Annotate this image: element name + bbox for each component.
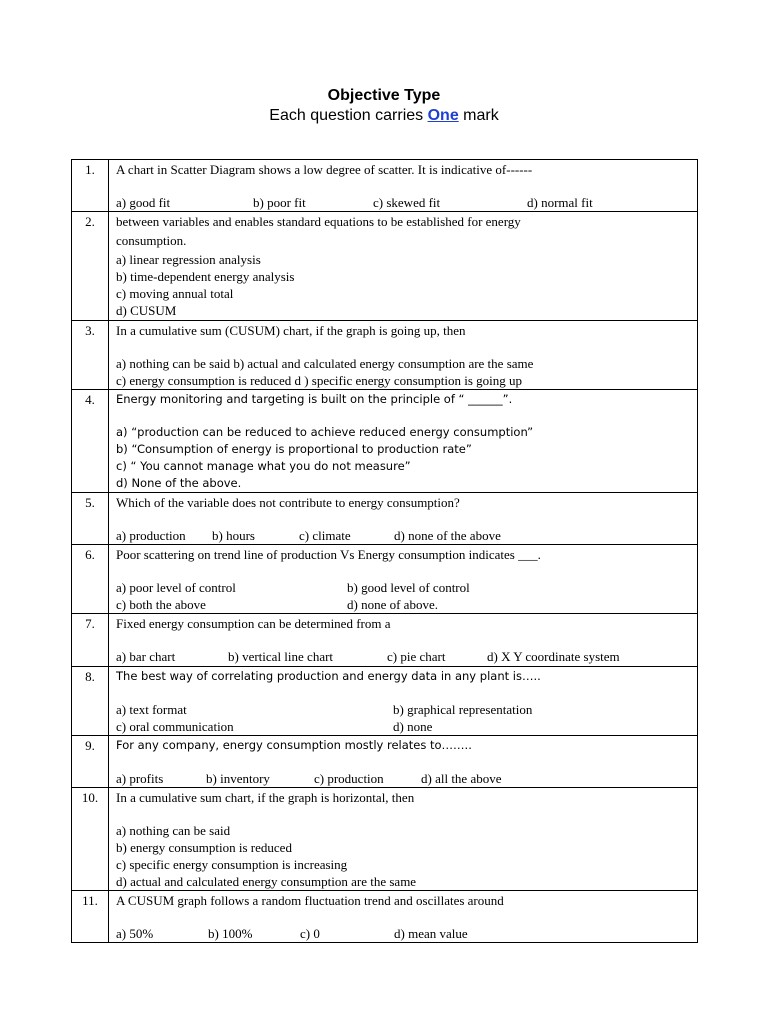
question-body: [109, 212, 698, 321]
question-number: 3.: [72, 321, 109, 390]
subtitle-text-end: mark: [458, 107, 499, 124]
option: a) production: [116, 528, 186, 543]
question-stem: A CUSUM graph follows a random fluctuation trend and oscillates around: [116, 893, 504, 908]
question-stem: A chart in Scatter Diagram shows a low degree of scatter. It is indicative of------: [116, 162, 533, 177]
option: b) 100%: [208, 926, 253, 941]
page-subtitle: [0, 107, 768, 125]
question-number: 1.: [72, 160, 109, 212]
question-stem-line: consumption.: [116, 233, 187, 248]
option: c) skewed fit: [373, 195, 441, 210]
option: b) energy consumption is reduced: [116, 840, 292, 855]
question-stem: For any company, energy consumption mostly relates to……..: [116, 738, 472, 752]
option: c) climate: [299, 528, 351, 543]
question-number: 7.: [72, 614, 109, 667]
option: c) both the above: [116, 597, 206, 612]
question-row: [72, 493, 698, 545]
option-row: [116, 527, 691, 544]
question-stem-line: between variables and enables standard equations to be established for energy: [116, 214, 521, 229]
option: d) mean value: [394, 926, 468, 941]
question-number: 4.: [72, 390, 109, 493]
option: a) “production can be reduced to achieve reduced energy consumption”: [116, 425, 534, 439]
option: d) none: [393, 719, 433, 734]
question-stem: Which of the variable does not contribute to energy consumption?: [116, 495, 460, 510]
question-body: [109, 493, 698, 545]
option: d) actual and calculated energy consumption are the same: [116, 874, 417, 889]
option: b) “Consumption of energy is proportional to production rate”: [116, 442, 472, 456]
question-body: [109, 545, 698, 614]
option-row: [116, 718, 691, 735]
option: a) nothing can be said b) actual and calculated energy consumption are the same: [116, 356, 534, 371]
option: a) bar chart: [116, 649, 176, 664]
question-stem: The best way of correlating production and energy data in any plant is…..: [116, 669, 541, 683]
question-stem: Fixed energy consumption can be determined from a: [116, 616, 391, 631]
question-number: 2.: [72, 212, 109, 321]
option: d) none of above.: [347, 597, 438, 612]
question-row: [72, 160, 698, 212]
option-row: [116, 648, 691, 665]
option-row: [116, 579, 691, 596]
option-row: [116, 596, 691, 613]
option: a) nothing can be said: [116, 823, 231, 838]
option: c) energy consumption is reduced d ) specific energy consumption is going up: [116, 373, 523, 388]
option: d) normal fit: [527, 195, 593, 210]
question-number: 6.: [72, 545, 109, 614]
question-body: [109, 667, 698, 736]
option: d) None of the above.: [116, 476, 242, 490]
option: a) text format: [116, 702, 187, 717]
option: b) time-dependent energy analysis: [116, 269, 295, 284]
question-stem: In a cumulative sum chart, if the graph is horizontal, then: [116, 790, 415, 805]
subtitle-highlight: One: [427, 107, 459, 124]
option: d) all the above: [421, 771, 502, 786]
option: c) specific energy consumption is increasing: [116, 857, 348, 872]
question-body: [109, 321, 698, 390]
question-stem: Energy monitoring and targeting is built on the principle of “ ______”.: [116, 392, 513, 406]
question-body: [109, 614, 698, 667]
question-stem: Poor scattering on trend line of production Vs Energy consumption indicates ___.: [116, 547, 541, 562]
option: c) production: [314, 771, 384, 786]
option: c) 0: [300, 926, 320, 941]
question-row: [72, 212, 698, 321]
option: d) CUSUM: [116, 303, 177, 318]
option-row: [116, 770, 691, 787]
question-number: 10.: [72, 788, 109, 891]
question-row: [72, 736, 698, 788]
question-row: [72, 390, 698, 493]
option: b) good level of control: [347, 580, 470, 595]
question-body: [109, 736, 698, 788]
question-body: [109, 891, 698, 943]
option-row: [116, 701, 691, 718]
option: c) oral communication: [116, 719, 234, 734]
option: a) poor level of control: [116, 580, 236, 595]
question-table: [71, 159, 698, 943]
option: a) linear regression analysis: [116, 252, 261, 267]
question-row: [72, 545, 698, 614]
question-stem: In a cumulative sum (CUSUM) chart, if the graph is going up, then: [116, 323, 466, 338]
question-row: [72, 891, 698, 943]
question-row: [72, 321, 698, 390]
subtitle-text: Each question carries: [269, 107, 428, 124]
option-row: [116, 194, 691, 211]
question-row: [72, 614, 698, 667]
option: d) X Y coordinate system: [487, 649, 620, 664]
question-body: [109, 788, 698, 891]
option: c) moving annual total: [116, 286, 234, 301]
option: b) inventory: [206, 771, 270, 786]
question-number: 9.: [72, 736, 109, 788]
option: b) poor fit: [253, 195, 306, 210]
question-number: 8.: [72, 667, 109, 736]
question-row: [72, 667, 698, 736]
option: b) graphical representation: [393, 702, 533, 717]
question-number: 11.: [72, 891, 109, 943]
page-title: Objective Type: [327, 87, 441, 104]
question-body: [109, 390, 698, 493]
option: a) profits: [116, 771, 164, 786]
question-number: 5.: [72, 493, 109, 545]
option: a) good fit: [116, 195, 171, 210]
option-row: [116, 925, 691, 942]
option: b) hours: [212, 528, 255, 543]
option: c) pie chart: [387, 649, 446, 664]
option: d) none of the above: [394, 528, 501, 543]
question-body: [109, 160, 698, 212]
question-row: [72, 788, 698, 891]
option: b) vertical line chart: [228, 649, 334, 664]
option: c) “ You cannot manage what you do not measure”: [116, 459, 411, 473]
option: a) 50%: [116, 926, 154, 941]
